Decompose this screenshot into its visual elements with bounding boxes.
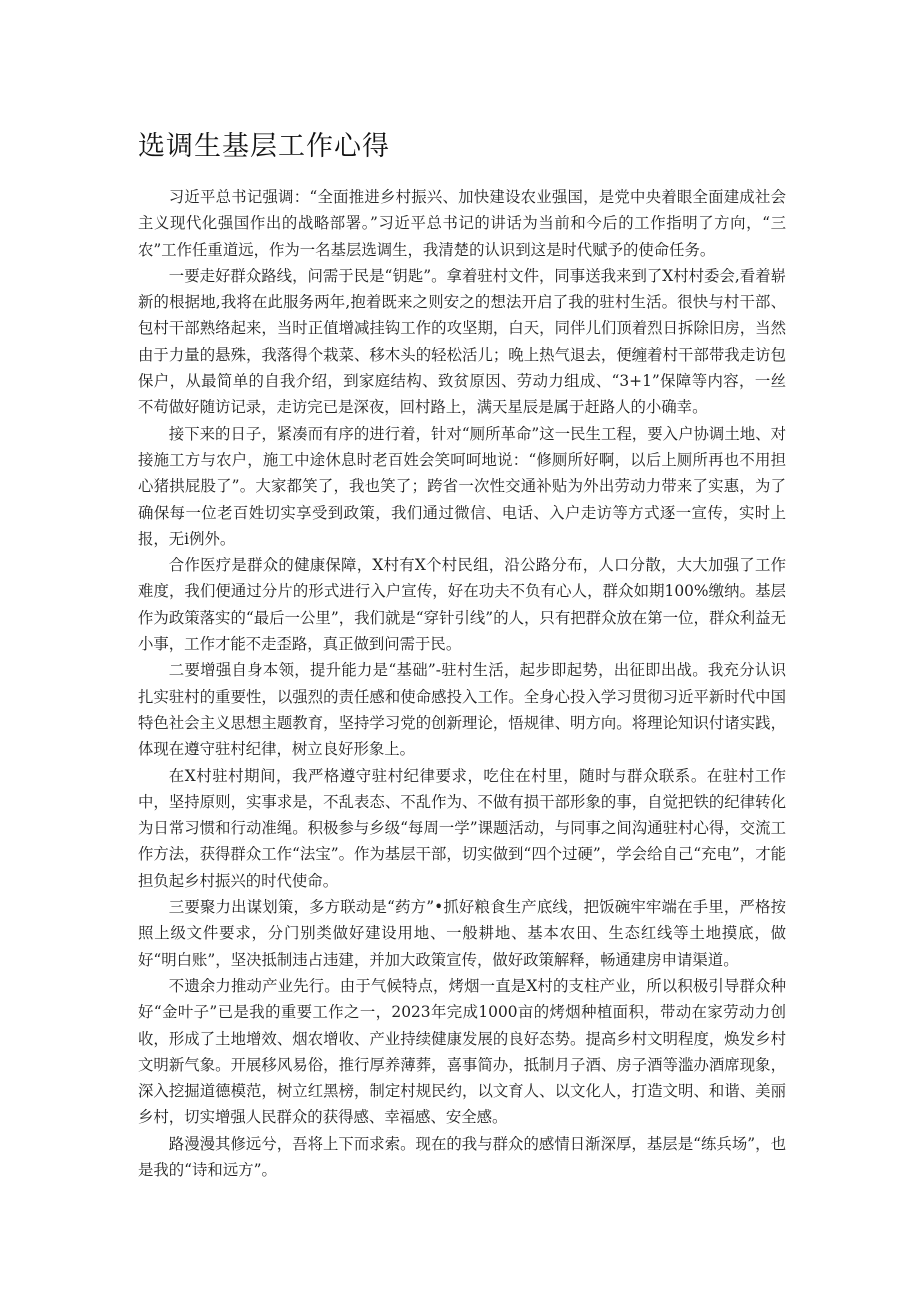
paragraph-mass-line: 一要走好群众路线，问需于民是“钥匙”。拿着驻村文件，同事送我来到了X村村委会,看着崭新的根据地,我将在此服务两年,抱着既来之则安之的想法开启了我的驻村生活。很快与村干部、包村干部熟络起来，当时正值增减挂钩工作的攻坚期，白天，同伴儿们顶着烈日拆除旧房，当然由于力量的悬殊，我落得个栽菜、移木头的轻松活儿；晚上热气退去，便缠着村干部带我走访包保户，从最简单的自我介绍，到家庭结构、致贫原因、劳动力组成、“3+1”保障等内容，一丝不苟做好随访记录，走访完已是深夜，回村路上，满天星辰是属于赶路人的小确幸。 [138,266,786,417]
document-title: 选调生基层工作心得 [138,131,390,162]
paragraph-closing: 路漫漫其修远兮，吾将上下而求索。现在的我与群众的感情日渐深厚，基层是“练兵场”，也是我的“诗和远方”。 [138,1134,786,1179]
paragraph-following-days: 接下来的日子，紧凑而有序的进行着，针对“厕所革命”这一民生工程，要入户协调土地、对接施工方与农户，施工中途休息时老百姓会笑呵呵地说：“修厕所好啊，以后上厕所再也不用担心猪拱屁股了”。大家都笑了，我也笑了；跨省一次性交通补贴为外出劳动力带来了实惠，为了确保每一位老百姓切实享受到政策，我们通过微信、电话、入户走访等方式逐一宣传，实时上报，无i例外。 [138,424,786,548]
paragraph-medical-insurance: 合作医疗是群众的健康保障，X村有X个村民组，沿公路分布，人口分散，大大加强了工作难度，我们便通过分片的形式进行入户宣传，好在功夫不负有心人，群众如期100%缴纳。基层作为政策落实的“最后一公里”，我们就是“穿针引线”的人，只有把群众放在第一位，群众利益无小事，工作才能不走歪路，真正做到问需于民。 [138,556,786,654]
paragraph-discipline: 在X村驻村期间，我严格遵守驻村纪律要求，吃住在村里，随时与群众联系。在驻村工作中，坚持原则，实事求是，不乱表态、不乱作为、不做有损干部形象的事，自觉把铁的纪律转化为日常习惯和行动准绳。积极参与乡级“每周一学”课题活动，与同事之间沟通驻村心得，交流工作方法，获得群众工作“法宝”。作为基层干部，切实做到“四个过硬”，学会给自己“充电”，才能担负起乡村振兴的时代使命。 [138,766,786,890]
paragraph-planning: 三要聚力出谋划策，多方联动是“药方”•抓好粮食生产底线，把饭碗牢牢端在手里，严格按照上级文件要求，分门别类做好建设用地、一般耕地、基本农田、生态红线等土地摸底，做好“明白账”，坚决抵制违占违建，并加大政策宣传，做好政策解释，畅通建房申请渠道。 [138,898,786,969]
paragraph-industry: 不遗余力推动产业先行。由于气候特点，烤烟一直是X村的支柱产业，所以积极引导群众种好“金叶子”已是我的重要工作之一，2023年完成1000亩的烤烟种植面积，带动在家劳动力创收，形成了土地增效、烟农增收、产业持续健康发展的良好态势。提高乡村文明程度，焕发乡村文明新气象。开展移风易俗，推行厚养薄葬，喜事简办，抵制月子酒、房子酒等滥办酒席现象，深入挖掘道德模范，树立红黑榜，制定村规民约，以文育人、以文化人，打造文明、和谐、美丽乡村，切实增强人民群众的获得感、幸福感、安全感。 [138,976,786,1127]
paragraph-intro: 习近平总书记强调：“全面推进乡村振兴、加快建设农业强国，是党中央着眼全面建成社会主义现代化强国作出的战略部署。”习近平总书记的讲话为当前和今后的工作指明了方向，“三农”工作任重道远，作为一名基层选调生，我清楚的认识到这是时代赋予的使命任务。 [138,188,786,259]
document-page [138,126,786,1183]
paragraph-self-ability: 二要增强自身本领，提升能力是“基础”-驻村生活，起步即起势，出征即出战。我充分认识扎实驻村的重要性，以强烈的责任感和使命感投入工作。全身心投入学习贯彻习近平新时代中国特色社会主义思想主题教育，坚持学习党的创新理论，悟规律、明方向。将理论知识付诸实践，体现在遵守驻村纪律，树立良好形象上。 [138,661,786,759]
